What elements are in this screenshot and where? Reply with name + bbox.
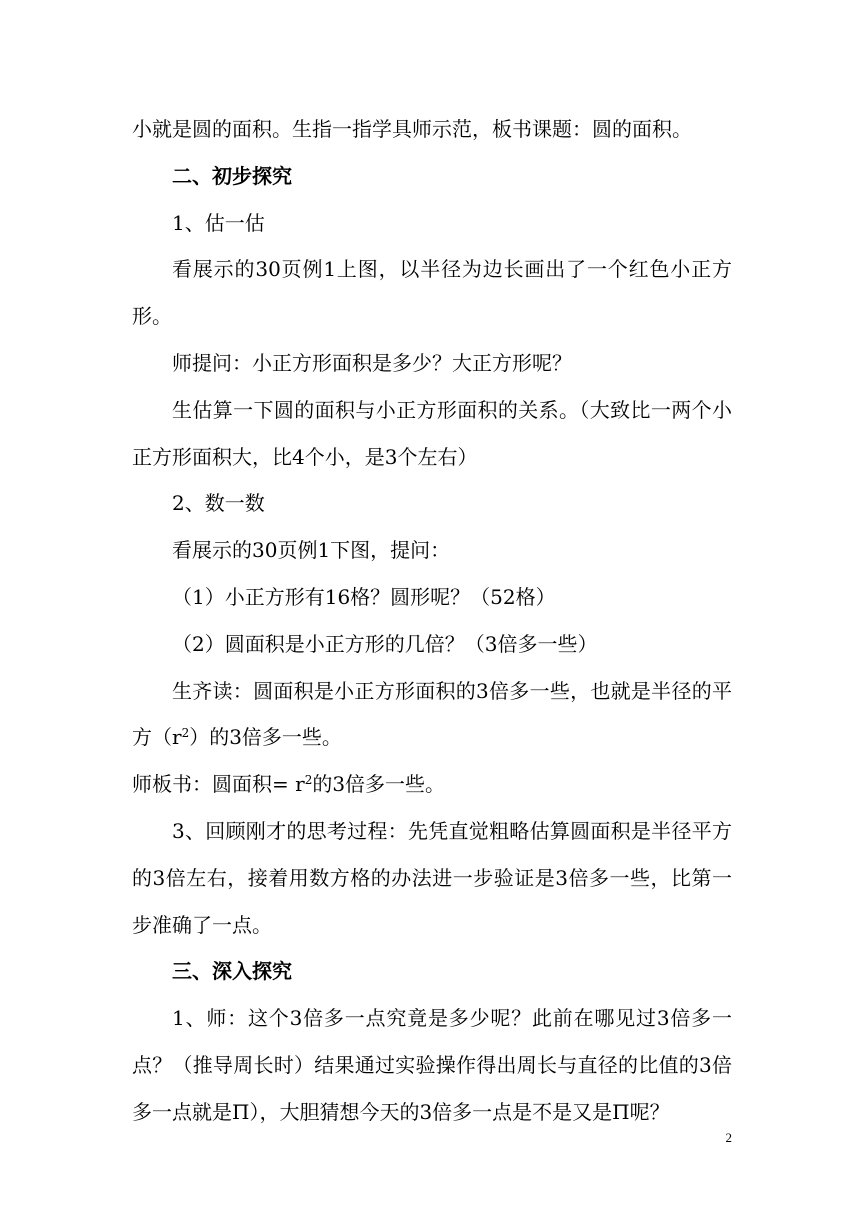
paragraph-question-two: （2）圆面积是小正方形的几倍？（3倍多一些） [172, 631, 598, 656]
board-writing-text-after: 的3倍多一些。 [312, 772, 446, 797]
student-read-text-after: ）的3倍多一些。 [189, 725, 342, 750]
section-heading-deep-exploration: 三、深入探究 [172, 959, 292, 984]
paragraph-student-estimate: 生估算一下圆的面积与小正方形面积的关系。（大致比一两个小正方形面积大，比4个小，是3个左右） [132, 397, 732, 469]
page-number: 2 [725, 1130, 732, 1145]
paragraph-show-example-upper: 看展示的30页例1上图，以半径为边长画出了一个红色小正方形。 [132, 257, 732, 329]
paragraph-review-process: 3、回顾刚才的思考过程：先凭直觉粗略估算圆面积是半径平方的3倍左右，接着用数方格的办法进一步验证是3倍多一些，比第一步准确了一点。 [132, 818, 732, 937]
student-read-text-before: 生齐读：圆面积是小正方形面积的3倍多一些，也就是半径的平方（r [132, 678, 732, 750]
step-heading-count: 2、数一数 [172, 491, 265, 516]
superscript-exponent: 2 [304, 773, 313, 788]
paragraph-student-read [132, 668, 732, 762]
superscript-exponent: 2 [181, 726, 190, 741]
paragraph-teacher-pi-guess: 1、师：这个3倍多一点究竟是多少呢？此前在哪见过3倍多一点？（推导周长时）结果通过实验操作得出周长与直径的比值的3倍多一点就是Π），大胆猜想今天的3倍多一点是不是又是Π呢？ [132, 1006, 732, 1124]
board-writing-text-before: 师板书：圆面积= r [132, 772, 305, 797]
paragraph-teacher-question: 师提问：小正方形面积是多少？大正方形呢？ [172, 350, 572, 375]
step-heading-estimate: 1、估一估 [172, 210, 265, 235]
document-body [132, 106, 732, 1136]
paragraph-question-one: （1）小正方形有16格？圆形呢？（52格） [172, 584, 556, 609]
section-heading-initial-exploration: 二、初步探究 [172, 163, 292, 188]
paragraph-intro-conclusion: 小就是圆的面积。生指一指学具师示范，板书课题：圆的面积。 [132, 117, 692, 141]
paragraph-board-writing [132, 761, 732, 808]
paragraph-show-example-lower: 看展示的30页例1下图，提问： [172, 538, 451, 563]
